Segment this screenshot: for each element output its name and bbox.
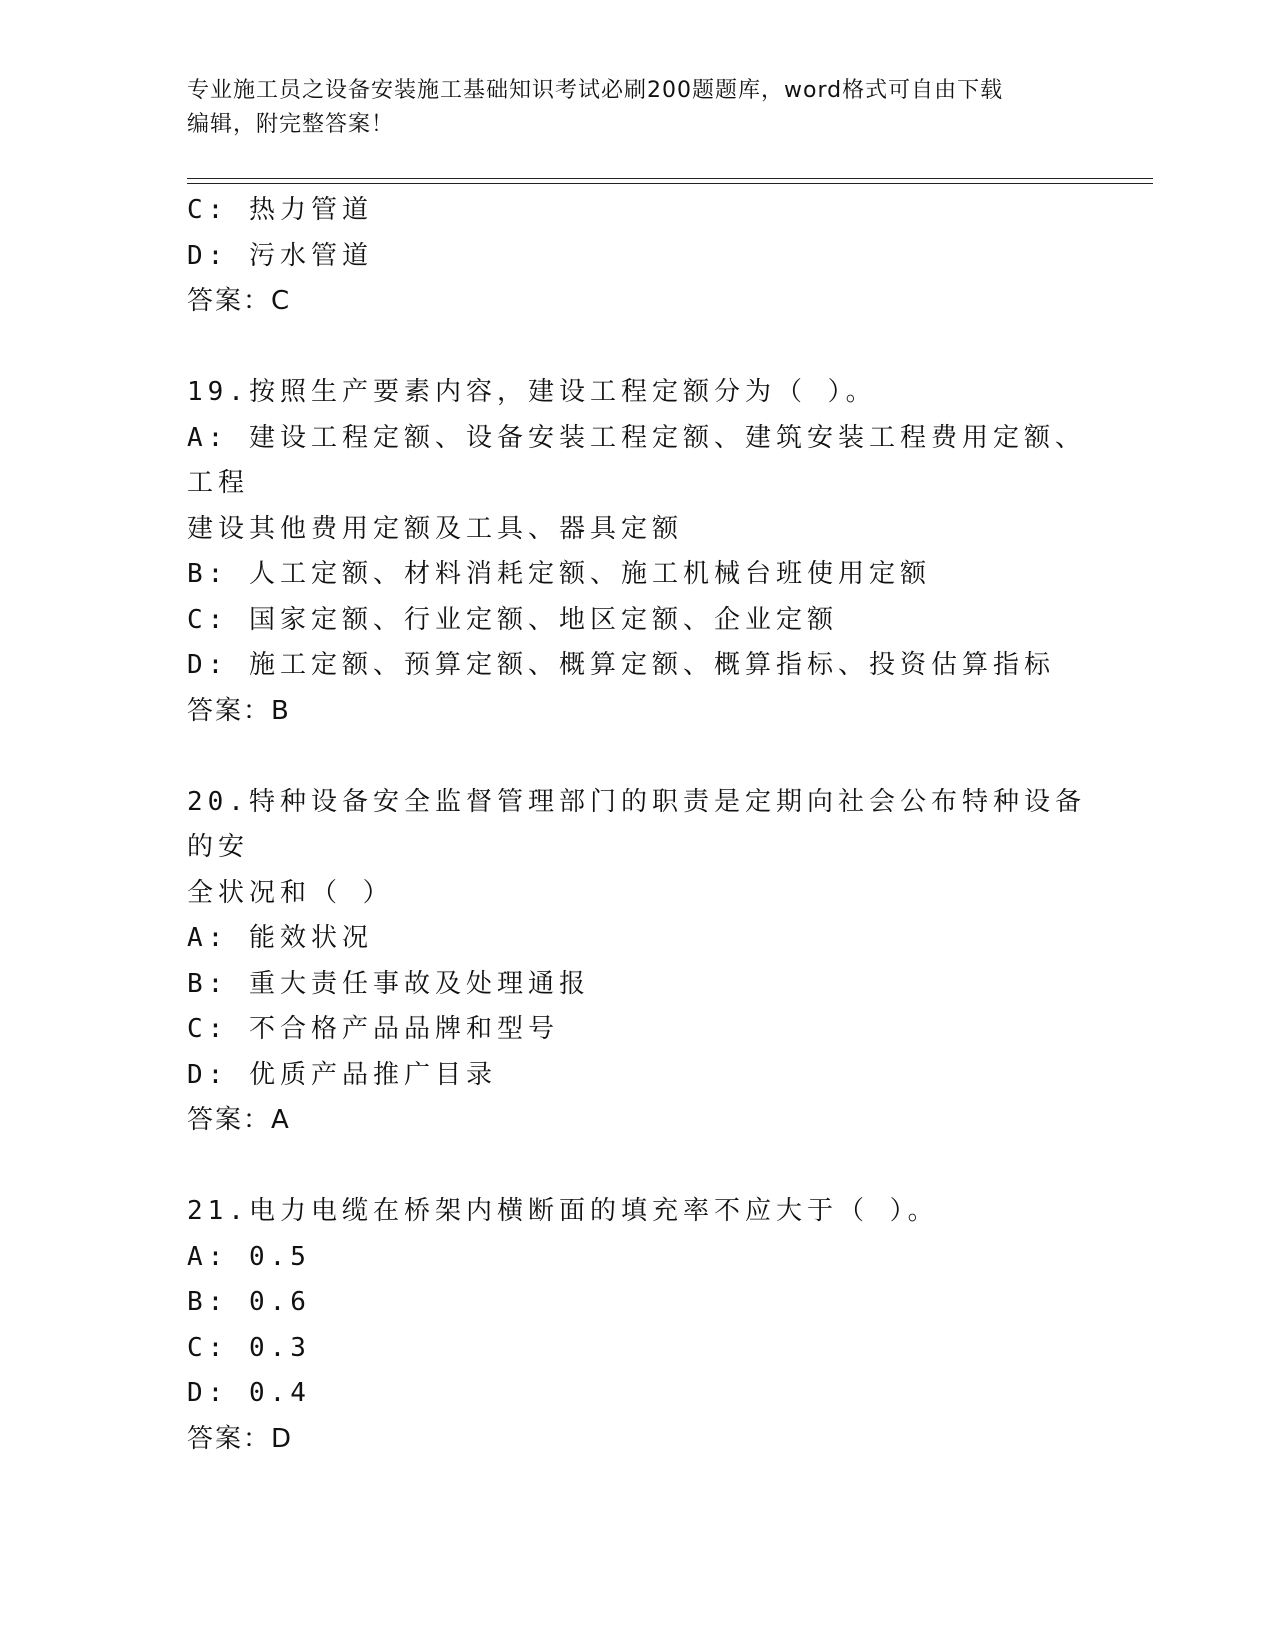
answer: 答案：D [187,1423,294,1454]
question-stem: 21.电力电缆在桥架内横断面的填充率不应大于（ ）。 [187,1196,939,1226]
question-20 [187,780,1087,1144]
option-d: D: 0.4 [187,1378,311,1408]
option-b: B: 重大责任事故及处理通报 [187,968,590,999]
spacer [187,325,1087,371]
header-divider-bottom [187,183,1153,184]
answer: 答案：C [187,286,292,316]
option-a: A: 0.5 [187,1241,311,1272]
question-stem-line-2: 全状况和（ ） [187,877,394,908]
option-a-line-1: A: 建设工程定额、设备安装工程定额、建筑安装工程费用定额、工程 [187,422,1086,498]
option-c: C: 国家定额、行业定额、地区定额、企业定额 [187,604,838,635]
question-stem: 19.按照生产要素内容，建设工程定额分为（ ）。 [187,377,877,407]
option-d: D: 优质产品推广目录 [187,1059,497,1090]
question-list [187,188,1087,1462]
answer: 答案：A [187,1105,291,1135]
question-18 [187,188,1087,325]
question-stem-line-1: 20.特种设备安全监督管理部门的职责是定期向社会公布特种设备的安 [187,786,1086,862]
question-19 [187,370,1087,734]
page-header [187,74,1087,142]
header-divider-top [187,178,1153,179]
header-title-line-1: 专业施工员之设备安装施工基础知识考试必刷200题题库，word格式可自由下载 [187,78,1004,103]
option-b: B: 人工定额、材料消耗定额、施工机械台班使用定额 [187,559,931,589]
header-title-line-2: 编辑，附完整答案！ [187,112,395,137]
option-a: A: 能效状况 [187,923,373,953]
answer: 答案：B [187,695,291,726]
option-d: D: 施工定额、预算定额、概算定额、概算指标、投资估算指标 [187,650,1055,680]
spacer [187,734,1087,780]
option-c: C: 不合格产品品牌和型号 [187,1014,559,1044]
option-d: D: 污水管道 [187,240,373,271]
option-b: B: 0.6 [187,1287,311,1317]
option-c: C: 热力管道 [187,195,373,225]
option-a-line-2: 建设其他费用定额及工具、器具定额 [187,513,684,544]
question-21 [187,1189,1087,1462]
spacer [187,1144,1087,1190]
option-c: C: 0.3 [187,1332,311,1363]
